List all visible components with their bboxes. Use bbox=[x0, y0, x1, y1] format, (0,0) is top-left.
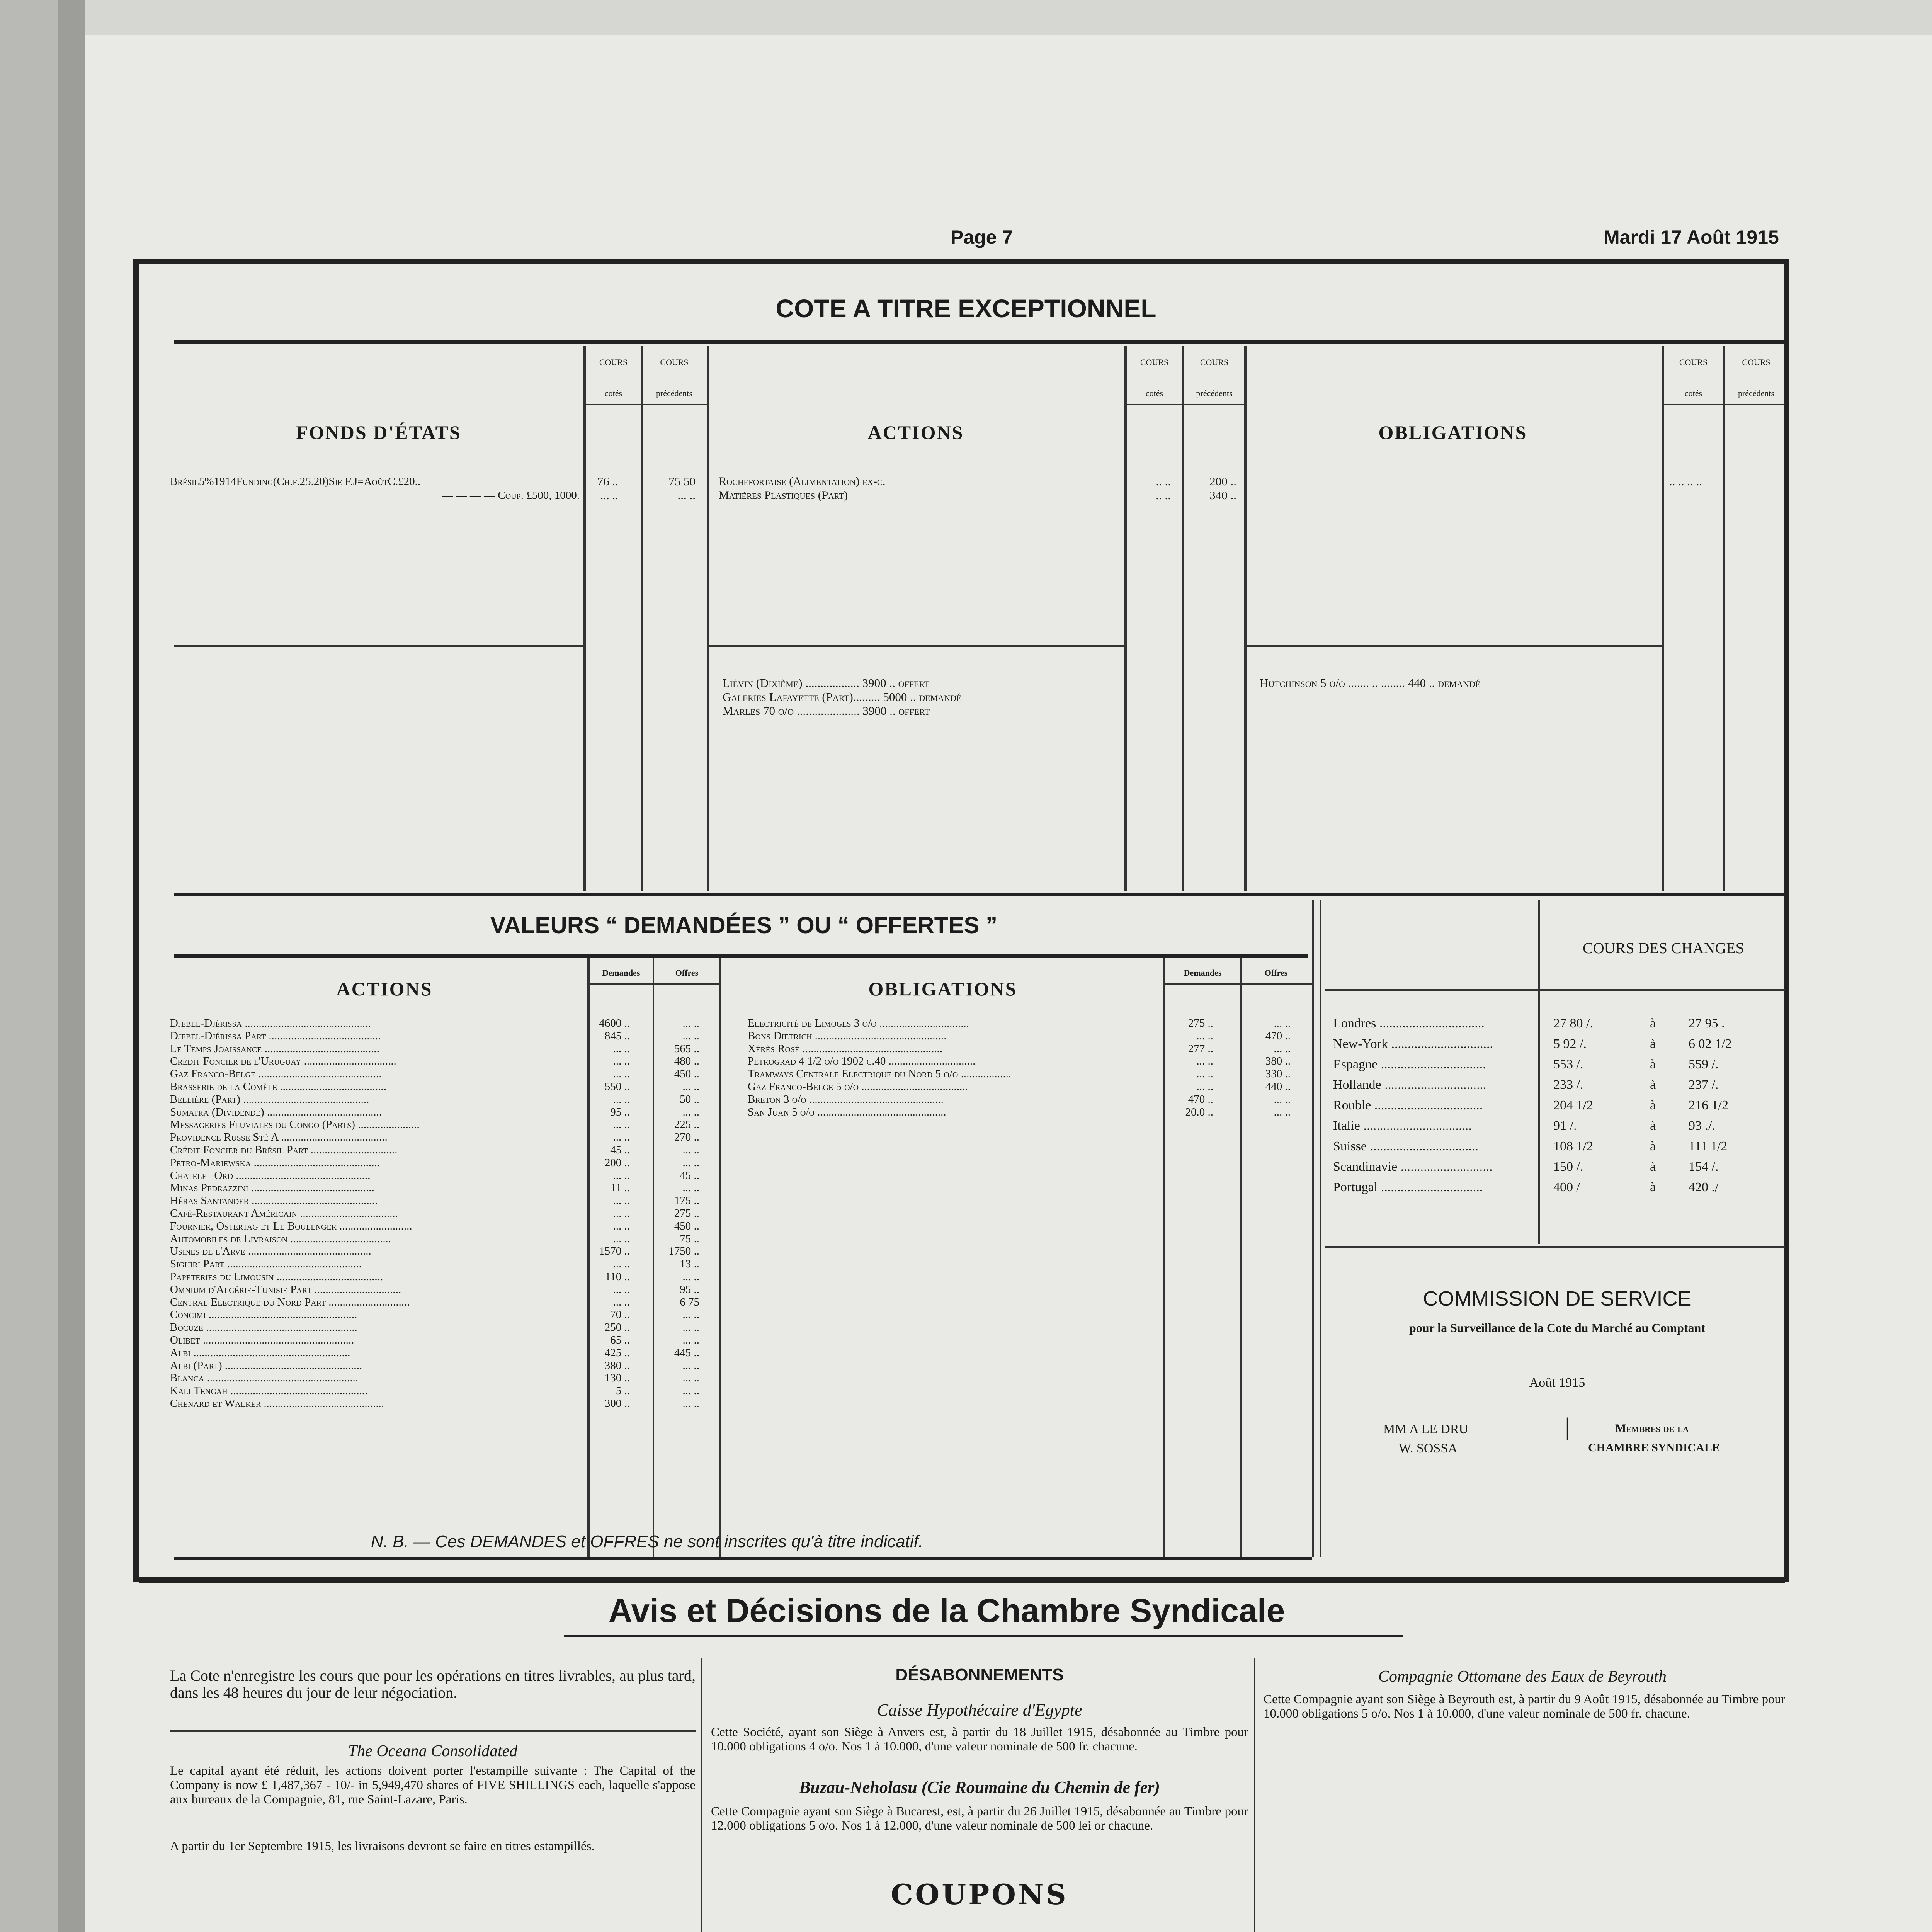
demande-cell: ... .. bbox=[613, 1283, 630, 1296]
avis-col1-heading: The Oceana Consolidated bbox=[348, 1742, 518, 1760]
table-row: Bons Dietrich ............................................... bbox=[748, 1029, 947, 1042]
page-date: Mardi 17 Août 1915 bbox=[1604, 226, 1779, 248]
table-row: Djebel-Djérissa ............................................. bbox=[170, 1017, 371, 1029]
change-name: Scandinavie ............................ bbox=[1333, 1160, 1493, 1174]
change-a: à bbox=[1650, 1098, 1656, 1112]
table-row: — — — — Coup. £500, 1000. bbox=[442, 489, 580, 502]
change-a: à bbox=[1650, 1160, 1656, 1174]
change-name: Portugal ............................... bbox=[1333, 1180, 1483, 1194]
table-row: Siguiri Part ................................................ bbox=[170, 1258, 362, 1270]
offre-cell: 270 .. bbox=[674, 1131, 699, 1144]
demande-cell: ... .. bbox=[613, 1042, 630, 1055]
divider bbox=[707, 346, 709, 891]
cell: .. .. bbox=[1156, 474, 1171, 488]
offre-cell: ... .. bbox=[1274, 1093, 1291, 1105]
offre-cell: ... .. bbox=[682, 1017, 699, 1029]
valeurs-actions-demandes bbox=[591, 1017, 630, 1410]
offre-cell: ... .. bbox=[682, 1308, 699, 1321]
change-a: à bbox=[1650, 1016, 1656, 1031]
divider bbox=[1254, 1658, 1255, 1932]
cell: ... .. bbox=[677, 488, 696, 502]
demande-cell: 425 .. bbox=[604, 1346, 630, 1359]
demande-cell: ... .. bbox=[1196, 1055, 1213, 1068]
demande-cell: 70 .. bbox=[610, 1308, 630, 1321]
demande-cell: 277 .. bbox=[1188, 1042, 1213, 1055]
commission-subtitle: pour la Surveillance de la Cote du Marché au Comptant bbox=[1409, 1321, 1705, 1335]
divider bbox=[719, 958, 721, 1557]
change-to: 154 /. bbox=[1689, 1160, 1719, 1174]
cours-label: COURS bbox=[1679, 357, 1708, 367]
offre-cell: ... .. bbox=[1274, 1105, 1291, 1118]
cours-label: COURS bbox=[1200, 357, 1229, 367]
avis-col2-p2: Cette Compagnie ayant son Siège à Bucarest, est, à partir du 26 Juillet 1915, désabonnée au Timbre pour 12.000 obligations 5 o/o. Nos 1 à 12.000, d'une valeur nominale de 500 lei or chacune. bbox=[711, 1804, 1248, 1833]
table-row: Liévin (Dixième) .................. 3900 .. offert bbox=[723, 676, 930, 690]
fonds-precedents bbox=[649, 474, 696, 502]
change-from: 233 /. bbox=[1553, 1078, 1583, 1092]
offre-cell: 470 .. bbox=[1265, 1029, 1291, 1042]
offre-cell: 1750 .. bbox=[668, 1245, 699, 1258]
offre-cell: ... .. bbox=[682, 1270, 699, 1283]
change-name: Italie ................................. bbox=[1333, 1119, 1472, 1133]
valeurs-rule bbox=[174, 954, 1308, 958]
table-row: Messageries Fluviales du Congo (Parts) ...................... bbox=[170, 1118, 420, 1131]
table-row: Fournier, Ostertag et Le Boulenger .......................... bbox=[170, 1219, 412, 1232]
table-row: Gaz Franco-Belge 5 o/o ...................................... bbox=[748, 1080, 968, 1093]
offre-cell: ... .. bbox=[682, 1080, 699, 1093]
table-row: Central Electrique du Nord Part ............................. bbox=[170, 1296, 410, 1308]
demande-cell: ... .. bbox=[613, 1169, 630, 1182]
cell: .. .. bbox=[1156, 488, 1171, 502]
cote-rule bbox=[174, 340, 1785, 344]
table-row: Brasserie de la Comète ...................................... bbox=[170, 1080, 386, 1093]
fonds-list bbox=[170, 474, 580, 502]
divider bbox=[701, 1658, 702, 1932]
table-row: Brésil5%1914Funding(Ch.f.25.20)Sie F.J=AoûtC.£20.. bbox=[170, 475, 421, 488]
table-row: Albi (Part) ................................................. bbox=[170, 1359, 362, 1372]
cell: 340 .. bbox=[1209, 488, 1236, 502]
divider bbox=[1163, 958, 1165, 1557]
offres-label: Offres bbox=[675, 968, 699, 978]
members-right-1: Membres de la bbox=[1615, 1422, 1689, 1435]
valeurs-oblig-demandes bbox=[1167, 1017, 1213, 1118]
divider bbox=[653, 958, 654, 1557]
demande-cell: 11 .. bbox=[611, 1182, 630, 1194]
change-from: 150 /. bbox=[1553, 1160, 1583, 1174]
rule bbox=[587, 983, 719, 985]
table-row: Le Temps Joaissance ......................................... bbox=[170, 1042, 379, 1055]
table-row: Djebel-Djérissa Part ........................................ bbox=[170, 1029, 381, 1042]
cell: 76 .. bbox=[597, 474, 618, 488]
offre-cell: 380 .. bbox=[1265, 1055, 1291, 1068]
change-to: 420 ./ bbox=[1689, 1180, 1719, 1194]
demande-cell: 550 .. bbox=[604, 1080, 630, 1093]
rule bbox=[707, 645, 1124, 647]
demande-cell: 110 .. bbox=[605, 1270, 630, 1283]
change-from: 91 /. bbox=[1553, 1119, 1577, 1133]
table-row: Chatelet Ord ................................................ bbox=[170, 1169, 371, 1182]
demande-cell: 845 .. bbox=[604, 1029, 630, 1042]
commission-month: Août 1915 bbox=[1529, 1376, 1585, 1390]
demande-cell: ... .. bbox=[613, 1055, 630, 1068]
offre-cell: 330 .. bbox=[1265, 1068, 1291, 1080]
brace: | bbox=[1565, 1413, 1570, 1440]
table-row: Sumatra (Dividende) ......................................... bbox=[170, 1105, 382, 1118]
divider bbox=[641, 346, 643, 891]
demande-cell: ... .. bbox=[613, 1232, 630, 1245]
change-to: 27 95 . bbox=[1689, 1016, 1725, 1031]
rule bbox=[174, 645, 583, 647]
demande-cell: ... .. bbox=[1196, 1029, 1213, 1042]
rule bbox=[583, 404, 709, 405]
change-to: 216 1/2 bbox=[1689, 1098, 1728, 1112]
demandes-label: Demandes bbox=[1184, 968, 1222, 978]
demande-cell: ... .. bbox=[613, 1219, 630, 1232]
divider bbox=[1320, 900, 1321, 1557]
member-2: W. SOSSA bbox=[1399, 1441, 1458, 1456]
rule bbox=[1163, 983, 1312, 985]
offre-cell: 450 .. bbox=[674, 1219, 699, 1232]
avis-col2-p1: Cette Société, ayant son Siège à Anvers est, à partir du 18 Juillet 1915, désabonnée au Timbre pour 10.000 obligations 4 o/o. Nos 1 à 10.000, d'une valeur nominale de 500 fr. chacune. bbox=[711, 1725, 1248, 1753]
valeurs-note: N. B. — Ces DEMANDES et OFFRES ne sont inscrites qu'à titre indicatif. bbox=[371, 1532, 923, 1551]
divider bbox=[587, 958, 590, 1557]
precedents-label: précédents bbox=[1738, 388, 1775, 398]
offre-cell: ... .. bbox=[682, 1372, 699, 1384]
table-row: Bellière (Part) ............................................. bbox=[170, 1093, 369, 1105]
members-right-2: CHAMBRE SYNDICALE bbox=[1588, 1441, 1720, 1454]
cours-label: COURS bbox=[1742, 357, 1770, 367]
change-a: à bbox=[1650, 1057, 1656, 1071]
change-name: Rouble ................................. bbox=[1333, 1098, 1483, 1112]
table-row: Electricité de Limoges 3 o/o ................................ bbox=[748, 1017, 969, 1029]
offre-cell: 6 75 bbox=[680, 1296, 699, 1308]
table-row: Bocuze ...................................................... bbox=[170, 1321, 357, 1334]
table-row: Matières Plastiques (Part) bbox=[719, 489, 848, 502]
table-row: Providence Russe Sté A ...................................... bbox=[170, 1131, 388, 1144]
cell: 75 50 bbox=[668, 474, 696, 488]
cours-label: COURS bbox=[599, 357, 628, 367]
offre-cell: 445 .. bbox=[674, 1346, 699, 1359]
demande-cell: 4600 .. bbox=[599, 1017, 630, 1029]
rule bbox=[174, 1557, 1312, 1560]
cell: ... .. bbox=[600, 488, 618, 502]
offre-cell: ... .. bbox=[682, 1333, 699, 1346]
table-row: Usines de l'Arve ............................................ bbox=[170, 1245, 371, 1258]
change-from: 553 /. bbox=[1553, 1057, 1583, 1071]
rule bbox=[139, 1580, 1785, 1583]
demande-cell: 130 .. bbox=[604, 1372, 630, 1384]
divider bbox=[1723, 346, 1725, 891]
divider bbox=[1240, 958, 1242, 1557]
offre-cell: ... .. bbox=[682, 1143, 699, 1156]
table-row: Gaz Franco-Belge ............................................ bbox=[170, 1068, 382, 1080]
offre-cell: 75 .. bbox=[680, 1232, 699, 1245]
offre-cell: ... .. bbox=[682, 1105, 699, 1118]
fonds-heading: FONDS D'ÉTATS bbox=[296, 422, 461, 443]
demande-cell: ... .. bbox=[613, 1296, 630, 1308]
change-to: 93 ./. bbox=[1689, 1119, 1715, 1133]
demande-cell: ... .. bbox=[613, 1068, 630, 1080]
offre-cell: ... .. bbox=[682, 1156, 699, 1169]
offre-cell: 13 .. bbox=[680, 1258, 699, 1270]
offre-cell: 95 .. bbox=[680, 1283, 699, 1296]
table-row: Breton 3 o/o ................................................ bbox=[748, 1093, 944, 1105]
change-a: à bbox=[1650, 1139, 1656, 1153]
change-name: Espagne ................................ bbox=[1333, 1057, 1486, 1071]
change-to: 111 1/2 bbox=[1689, 1139, 1728, 1153]
actions-cotes bbox=[1132, 474, 1171, 502]
actions-precedents bbox=[1190, 474, 1236, 502]
coupons-title: COUPONS bbox=[891, 1878, 1068, 1911]
oblig-cotes: .. .. .. .. bbox=[1669, 474, 1702, 488]
demande-cell: 5 .. bbox=[616, 1384, 630, 1397]
offre-cell: 45 .. bbox=[680, 1169, 699, 1182]
cours-label: COURS bbox=[660, 357, 689, 367]
avis-col1-p3: A partir du 1er Septembre 1915, les livraisons devront se faire en titres estampillés. bbox=[170, 1839, 595, 1853]
demande-cell: 275 .. bbox=[1188, 1017, 1213, 1029]
change-from: 5 92 /. bbox=[1553, 1037, 1587, 1051]
table-row: Café-Restaurant Américain ................................... bbox=[170, 1207, 398, 1219]
cotes-label: cotés bbox=[1684, 388, 1702, 398]
actions-offers bbox=[723, 676, 1124, 718]
demande-cell: 45 .. bbox=[610, 1143, 630, 1156]
offre-cell: ... .. bbox=[682, 1029, 699, 1042]
offre-cell: 175 .. bbox=[674, 1194, 699, 1207]
cote-title: COTE A TITRE EXCEPTIONNEL bbox=[776, 294, 1156, 323]
change-a: à bbox=[1650, 1180, 1656, 1194]
avis-col3-p1: Cette Compagnie ayant son Siège à Beyrouth est, à partir du 9 Août 1915, désabonnée au Timbre pour 10.000 obligations 5 o/o, Nos 1 à 10.000, d'une valeur nominale de 500 fr. chacune. bbox=[1264, 1692, 1786, 1721]
table-row: San Juan 5 o/o .............................................. bbox=[748, 1105, 946, 1118]
avis-col2-heading: DÉSABONNEMENTS bbox=[895, 1665, 1064, 1684]
table-row: Héras Santander ............................................. bbox=[170, 1194, 378, 1207]
valeurs-actions-heading: ACTIONS bbox=[336, 978, 433, 1000]
offre-cell: ... .. bbox=[1274, 1017, 1291, 1029]
change-a: à bbox=[1650, 1119, 1656, 1133]
avis-col1-p2: Le capital ayant été réduit, les actions doivent porter l'estampille suivante : The Capital of the Company is now £ 1,487,367 - 10/- in 5,949,470 shares of FIVE SHILLINGS each, laquelle s'appose aux bureaux de la Compagnie, 81, rue Saint-Lazare, Paris. bbox=[170, 1764, 696, 1806]
table-row: Blanca ...................................................... bbox=[170, 1372, 358, 1384]
offre-cell: 275 .. bbox=[674, 1207, 699, 1219]
demande-cell: ... .. bbox=[613, 1207, 630, 1219]
change-to: 6 02 1/2 bbox=[1689, 1037, 1732, 1051]
avis-col3-heading: Compagnie Ottomane des Eaux de Beyrouth bbox=[1378, 1668, 1667, 1685]
demande-cell: ... .. bbox=[613, 1194, 630, 1207]
table-row: Chenard et Walker ........................................... bbox=[170, 1397, 384, 1410]
precedents-label: précédents bbox=[1196, 388, 1233, 398]
rule bbox=[1662, 404, 1785, 405]
change-name: Londres ................................ bbox=[1333, 1016, 1485, 1031]
table-row: Minas Pedrazzini ............................................ bbox=[170, 1182, 374, 1194]
precedents-label: précédents bbox=[656, 388, 693, 398]
offres-label: Offres bbox=[1264, 968, 1288, 978]
demande-cell: ... .. bbox=[613, 1131, 630, 1144]
cotes-label: cotés bbox=[1145, 388, 1163, 398]
change-name: Suisse ................................. bbox=[1333, 1139, 1478, 1153]
demande-cell: 95 .. bbox=[610, 1105, 630, 1118]
member-1: MM A LE DRU bbox=[1383, 1422, 1469, 1436]
change-a: à bbox=[1650, 1037, 1656, 1051]
cours-label: COURS bbox=[1140, 357, 1169, 367]
avis-col2-sub2: Buzau-Neholasu (Cie Roumaine du Chemin de fer) bbox=[799, 1778, 1160, 1797]
divider bbox=[1124, 346, 1127, 891]
divider bbox=[1312, 900, 1314, 1557]
demande-cell: ... .. bbox=[613, 1093, 630, 1105]
table-row: Rochefortaise (Alimentation) ex-c. bbox=[719, 475, 886, 488]
offre-cell: ... .. bbox=[682, 1321, 699, 1334]
offre-cell: ... .. bbox=[682, 1384, 699, 1397]
valeurs-actions-offres bbox=[657, 1017, 699, 1410]
table-row: Concimi ..................................................... bbox=[170, 1308, 357, 1321]
change-to: 237 /. bbox=[1689, 1078, 1719, 1092]
divider bbox=[1244, 346, 1247, 891]
valeurs-oblig-list bbox=[748, 1017, 1161, 1118]
rule bbox=[1244, 645, 1662, 647]
rule bbox=[1325, 1246, 1785, 1248]
demande-cell: 200 .. bbox=[604, 1156, 630, 1169]
table-row: Crédit Foncier du Brésil Part ............................... bbox=[170, 1143, 398, 1156]
offre-cell: 50 .. bbox=[680, 1093, 699, 1105]
cotes-label: cotés bbox=[604, 388, 622, 398]
change-name: New-York ............................... bbox=[1333, 1037, 1493, 1051]
offre-cell: 565 .. bbox=[674, 1042, 699, 1055]
offre-cell: 480 .. bbox=[674, 1055, 699, 1068]
rule bbox=[1124, 404, 1246, 405]
adjacent-page bbox=[0, 0, 58, 1932]
divider bbox=[1662, 346, 1664, 891]
rule bbox=[564, 1635, 1403, 1637]
offre-cell: ... .. bbox=[682, 1359, 699, 1372]
table-row: Hutchinson 5 o/o ....... .. ........ 440 .. demandé bbox=[1260, 676, 1481, 690]
table-row: Kali Tengah ................................................. bbox=[170, 1384, 368, 1397]
divider bbox=[1182, 346, 1184, 891]
table-row: Galeries Lafayette (Part)......... 5000 .. demandé bbox=[723, 690, 962, 704]
table-row: Olibet ...................................................... bbox=[170, 1333, 354, 1346]
table-row: Marles 70 o/o ..................... 3900 .. offert bbox=[723, 704, 930, 718]
demande-cell: 250 .. bbox=[604, 1321, 630, 1334]
divider bbox=[1538, 900, 1540, 1244]
offre-cell: ... .. bbox=[682, 1397, 699, 1410]
valeurs-actions-list bbox=[170, 1017, 585, 1410]
valeurs-oblig-offres bbox=[1244, 1017, 1291, 1118]
offre-cell: 225 .. bbox=[674, 1118, 699, 1131]
demande-cell: ... .. bbox=[1196, 1068, 1213, 1080]
page-gutter bbox=[58, 0, 85, 1932]
offre-cell: ... .. bbox=[1274, 1042, 1291, 1055]
demande-cell: 1570 .. bbox=[599, 1245, 630, 1258]
obligations-heading: OBLIGATIONS bbox=[1378, 422, 1527, 443]
rule bbox=[170, 1730, 696, 1732]
table-row: Xérès Rosé .................................................. bbox=[748, 1042, 942, 1055]
change-to: 559 /. bbox=[1689, 1057, 1719, 1071]
actions-heading: ACTIONS bbox=[867, 422, 964, 443]
demande-cell: 380 .. bbox=[604, 1359, 630, 1372]
page-number: Page 7 bbox=[951, 226, 1013, 248]
demande-cell: 470 .. bbox=[1188, 1093, 1213, 1105]
change-from: 400 / bbox=[1553, 1180, 1580, 1194]
offre-cell: ... .. bbox=[682, 1182, 699, 1194]
demande-cell: 300 .. bbox=[604, 1397, 630, 1410]
demande-cell: ... .. bbox=[613, 1258, 630, 1270]
demandes-label: Demandes bbox=[602, 968, 640, 978]
oblig-offers bbox=[1260, 676, 1662, 690]
change-from: 27 80 /. bbox=[1553, 1016, 1593, 1031]
table-row: Crédit Foncier de l'Uruguay ................................. bbox=[170, 1055, 396, 1068]
demande-cell: ... .. bbox=[613, 1118, 630, 1131]
change-a: à bbox=[1650, 1078, 1656, 1092]
change-from: 108 1/2 bbox=[1553, 1139, 1593, 1153]
table-row: Automobiles de Livraison .................................... bbox=[170, 1232, 391, 1245]
fonds-cotes bbox=[587, 474, 618, 502]
rule bbox=[1325, 989, 1785, 991]
avis-col2-sub1: Caisse Hypothécaire d'Egypte bbox=[877, 1701, 1082, 1719]
table-row: Tramways Centrale Electrique du Nord 5 o/o .................. bbox=[748, 1068, 1012, 1080]
commission-title: COMMISSION DE SERVICE bbox=[1423, 1287, 1692, 1310]
offre-cell: 440 .. bbox=[1265, 1080, 1291, 1093]
change-from: 204 1/2 bbox=[1553, 1098, 1593, 1112]
change-name: Hollande ............................... bbox=[1333, 1078, 1486, 1092]
section-rule bbox=[174, 893, 1785, 896]
divider bbox=[583, 346, 586, 891]
table-row: Albi ........................................................ bbox=[170, 1346, 350, 1359]
cell: 200 .. bbox=[1209, 474, 1236, 488]
table-row: Petrograd 4 1/2 o/o 1902 c.40 ............................... bbox=[748, 1055, 976, 1068]
avis-title: Avis et Décisions de la Chambre Syndicale bbox=[608, 1592, 1285, 1629]
demande-cell: 20.0 .. bbox=[1185, 1105, 1213, 1118]
offre-cell: 450 .. bbox=[674, 1068, 699, 1080]
valeurs-title: VALEURS “ DEMANDÉES ” OU “ OFFERTES ” bbox=[490, 912, 998, 938]
table-row: Papeteries du Limousin ...................................... bbox=[170, 1270, 383, 1283]
changes-title: COURS DES CHANGES bbox=[1583, 939, 1744, 957]
actions-list bbox=[719, 474, 1121, 502]
table-row: Petro-Mariewska ............................................. bbox=[170, 1156, 380, 1169]
demande-cell: 65 .. bbox=[610, 1333, 630, 1346]
demande-cell: ... .. bbox=[1196, 1080, 1213, 1093]
avis-col1-p1: La Cote n'enregistre les cours que pour les opérations en titres livrables, au plus tard, dans les 48 heures du jour de leur négociation. bbox=[170, 1667, 696, 1701]
valeurs-oblig-heading: OBLIGATIONS bbox=[868, 978, 1017, 1000]
table-row: Omnium d'Algérie-Tunisie Part ............................... bbox=[170, 1283, 401, 1296]
